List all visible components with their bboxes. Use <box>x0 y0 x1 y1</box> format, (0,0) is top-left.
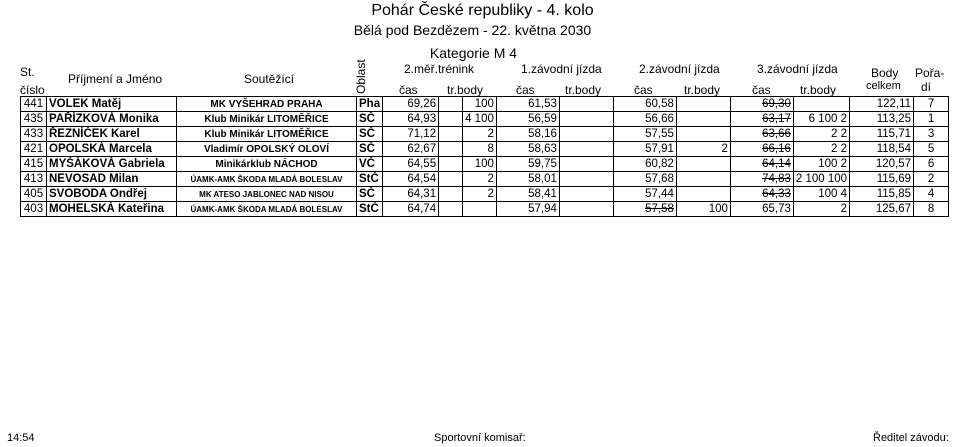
ride2-points <box>676 127 730 142</box>
training-points: 4 100 <box>463 112 497 127</box>
training-points: 2 <box>463 172 497 187</box>
ride2-time: 60,58 <box>613 97 676 112</box>
region: StČ <box>357 172 383 187</box>
training-pad <box>439 112 463 127</box>
total-points: 120,57 <box>850 157 914 172</box>
ride3-points: 100 2 <box>793 157 849 172</box>
ride2-points: 2 <box>676 142 730 157</box>
competitor-name: ŘEZNÍČEK Karel <box>47 127 177 142</box>
total-points: 122,11 <box>850 97 914 112</box>
ride3-points <box>793 97 849 112</box>
rank: 6 <box>914 157 949 172</box>
ride2-points <box>676 172 730 187</box>
training-pad <box>439 172 463 187</box>
ride2-points: 100 <box>676 202 730 217</box>
region: SČ <box>357 142 383 157</box>
club-name: Klub Minikár LITOMĚŘICE <box>177 127 357 142</box>
total-points: 115,71 <box>850 127 914 142</box>
ride3-points: 2 <box>793 202 849 217</box>
table-row <box>21 157 949 172</box>
rank: 5 <box>914 142 949 157</box>
ride3-time: 63,66 <box>730 127 793 142</box>
training-pad <box>439 97 463 112</box>
training-pad <box>439 187 463 202</box>
training-points: 100 <box>463 97 497 112</box>
table-row <box>21 142 949 157</box>
training-pad <box>439 202 463 217</box>
ride3-time: 65,73 <box>730 202 793 217</box>
club-name: ÚAMK-AMK ŠKODA MLADÁ BOLESLAV <box>177 172 357 187</box>
header-training: 2.měř.trénink <box>404 62 475 76</box>
header-trbody-3: tr.body <box>800 83 837 97</box>
ride2-points <box>676 187 730 202</box>
ride1-time: 61,53 <box>496 97 559 112</box>
ride3-points: 2 100 100 <box>793 172 849 187</box>
table-row <box>21 127 949 142</box>
start-number: 435 <box>21 112 47 127</box>
title-line-3: Kategorie M 4 <box>429 45 518 61</box>
ride1-time: 58,63 <box>496 142 559 157</box>
start-number: 421 <box>21 142 47 157</box>
ride3-time: 74,83 <box>730 172 793 187</box>
results-table <box>20 96 949 217</box>
header-cislo: číslo <box>20 83 45 97</box>
region: VČ <box>357 157 383 172</box>
training-pad <box>439 157 463 172</box>
header-cas-0: čas <box>399 83 418 97</box>
ride1-points <box>559 202 613 217</box>
region: Pha <box>357 97 383 112</box>
region: SČ <box>357 187 383 202</box>
start-number: 433 <box>21 127 47 142</box>
club-name: Vladimír OPOLSKÝ OLOVÍ <box>177 142 357 157</box>
competitor-name: OPOLSKÁ Marcela <box>47 142 177 157</box>
ride2-points <box>676 112 730 127</box>
region: SČ <box>357 112 383 127</box>
ride3-points: 2 2 <box>793 142 849 157</box>
ride1-time: 58,41 <box>496 187 559 202</box>
ride1-time: 57,94 <box>496 202 559 217</box>
training-time: 62,67 <box>383 142 439 157</box>
competitor-name: MYŠÁKOVÁ Gabriela <box>47 157 177 172</box>
training-time: 71,12 <box>383 127 439 142</box>
header-poradi-2: dí <box>921 80 932 94</box>
header-celkem: celkem <box>866 80 901 92</box>
ride1-time: 58,01 <box>496 172 559 187</box>
ride1-points <box>559 157 613 172</box>
rank: 8 <box>914 202 949 217</box>
header-ride3: 3.závodní jízda <box>757 62 838 76</box>
ride1-points <box>559 112 613 127</box>
header-cas-3: čas <box>752 83 771 97</box>
training-pad <box>439 142 463 157</box>
total-points: 115,69 <box>850 172 914 187</box>
ride3-time: 66,16 <box>730 142 793 157</box>
ride2-time: 57,68 <box>613 172 676 187</box>
table-row <box>21 112 949 127</box>
club-name: MK VYŠEHRAD PRAHA <box>177 97 357 112</box>
title-line-1: Pohár České republiky - 4. kolo <box>371 2 594 19</box>
header-trbody-0: tr.body <box>447 83 484 97</box>
header-oblast: Oblast <box>354 59 368 94</box>
footer-komisar: Sportovní komisař: <box>434 432 526 444</box>
ride2-time: 57,55 <box>613 127 676 142</box>
competitor-name: PAŘÍZKOVÁ Monika <box>47 112 177 127</box>
table-row <box>21 97 949 112</box>
club-name: MK ATESO JABLONEC NAD NISOU <box>177 187 357 202</box>
ride3-points: 2 2 <box>793 127 849 142</box>
ride3-time: 69,30 <box>730 97 793 112</box>
total-points: 113,25 <box>850 112 914 127</box>
ride2-points <box>676 97 730 112</box>
start-number: 405 <box>21 187 47 202</box>
training-points: 2 <box>463 127 497 142</box>
training-points: 100 <box>463 157 497 172</box>
ride2-time: 60,82 <box>613 157 676 172</box>
header-ride2: 2.závodní jízda <box>639 62 720 76</box>
start-number: 403 <box>21 202 47 217</box>
ride1-points <box>559 127 613 142</box>
ride1-time: 58,16 <box>496 127 559 142</box>
training-time: 69,26 <box>383 97 439 112</box>
ride1-points <box>559 187 613 202</box>
header-cas-1: čas <box>516 83 535 97</box>
header-body: Body <box>871 66 899 80</box>
rank: 7 <box>914 97 949 112</box>
club-name: Minikárklub NÁCHOD <box>177 157 357 172</box>
ride3-points: 100 4 <box>793 187 849 202</box>
training-points <box>463 202 497 217</box>
table-row <box>21 187 949 202</box>
header-poradi-1: Pořa- <box>915 66 945 80</box>
ride2-time: 57,58 <box>613 202 676 217</box>
start-number: 415 <box>21 157 47 172</box>
training-points: 8 <box>463 142 497 157</box>
rank: 4 <box>914 187 949 202</box>
ride2-time: 57,91 <box>613 142 676 157</box>
ride1-points <box>559 142 613 157</box>
table-row <box>21 202 949 217</box>
ride3-time: 63,17 <box>730 112 793 127</box>
ride3-time: 64,33 <box>730 187 793 202</box>
ride1-points <box>559 172 613 187</box>
header-st: St. <box>20 65 35 79</box>
training-time: 64,55 <box>383 157 439 172</box>
club-name: ÚAMK-AMK ŠKODA MLADÁ BOLESLAV <box>177 202 357 217</box>
total-points: 125,67 <box>850 202 914 217</box>
ride1-time: 56,59 <box>496 112 559 127</box>
rank: 3 <box>914 127 949 142</box>
training-time: 64,93 <box>383 112 439 127</box>
ride1-time: 59,75 <box>496 157 559 172</box>
header-club: Soutěžící <box>244 72 295 86</box>
ride2-time: 56,66 <box>613 112 676 127</box>
header-name: Příjmení a Jméno <box>68 72 163 86</box>
header-cas-2: čas <box>634 83 653 97</box>
competitor-name: SVOBODA Ondřej <box>47 187 177 202</box>
ride2-points <box>676 157 730 172</box>
total-points: 118,54 <box>850 142 914 157</box>
ride3-time: 64,14 <box>730 157 793 172</box>
ride3-points: 6 100 2 <box>793 112 849 127</box>
ride1-points <box>559 97 613 112</box>
header-ride1: 1.závodní jízda <box>521 62 602 76</box>
training-points: 2 <box>463 187 497 202</box>
region: StČ <box>357 202 383 217</box>
footer-time: 14:54 <box>7 432 35 444</box>
title-line-2: Bělá pod Bezdězem - 22. května 2030 <box>353 22 592 38</box>
competitor-name: NEVOSAD Milan <box>47 172 177 187</box>
training-pad <box>439 127 463 142</box>
ride2-time: 57,44 <box>613 187 676 202</box>
rank: 1 <box>914 112 949 127</box>
competitor-name: VOLEK Matěj <box>47 97 177 112</box>
header-trbody-1: tr.body <box>565 83 602 97</box>
training-time: 64,54 <box>383 172 439 187</box>
header-trbody-2: tr.body <box>684 83 721 97</box>
competitor-name: MOHELSKÁ Kateřina <box>47 202 177 217</box>
training-time: 64,74 <box>383 202 439 217</box>
region: SČ <box>357 127 383 142</box>
total-points: 115,85 <box>850 187 914 202</box>
footer-reditel: Ředitel závodu: <box>873 432 949 444</box>
club-name: Klub Minikár LITOMĚŘICE <box>177 112 357 127</box>
table-row <box>21 172 949 187</box>
training-time: 64,31 <box>383 187 439 202</box>
rank: 2 <box>914 172 949 187</box>
start-number: 441 <box>21 97 47 112</box>
start-number: 413 <box>21 172 47 187</box>
